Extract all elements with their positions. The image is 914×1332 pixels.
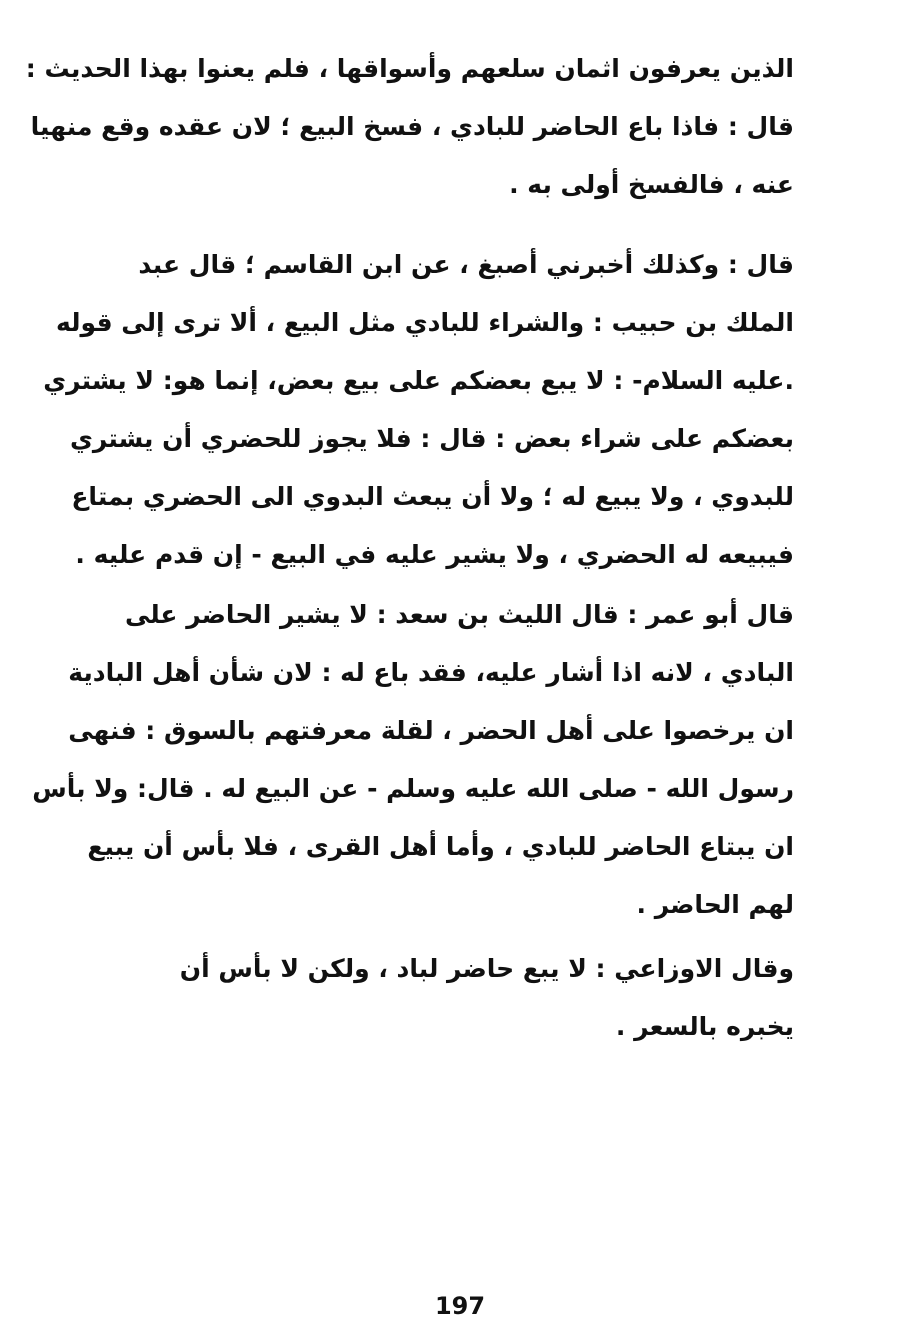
text-line: بعضكم على شراء بعض : قال : فلا يجوز للحضري أن يشتري	[69, 424, 794, 453]
text-line: الذين يعرفون اثمان سلعهم وأسواقها ، فلم يعنوا بهذا الحديث :	[25, 54, 794, 83]
paragraph-1	[25, 40, 794, 214]
text-line: يخبره بالسعر .	[615, 1012, 794, 1041]
text-line: قال : فاذا باع الحاضر للبادي ، فسخ البيع ؛ لان عقده وقع منهيا	[30, 112, 794, 141]
text-line: وقال الاوزاعي : لا يبع حاضر لباد ، ولكن لا بأس أن	[179, 954, 794, 983]
text-line: .عليه السلام- : لا يبع بعضكم على بيع بعض، إنما هو: لا يشتري	[43, 366, 794, 395]
text-line: ان يبتاع الحاضر للبادي ، وأما أهل القرى ، فلا بأس أن يبيع	[87, 832, 794, 861]
text-line: عنه ، فالفسخ أولى به .	[509, 170, 794, 199]
text-line: قال أبو عمر : قال الليث بن سعد : لا يشير الحاضر على	[124, 600, 794, 629]
text-line: ان يرخصوا على أهل الحضر ، لقلة معرفتهم بالسوق : فنهى	[68, 716, 794, 745]
text-line: البادي ، لانه اذا أشار عليه، فقد باع له : لان شأن أهل البادية	[68, 658, 794, 687]
text-line: قال : وكذلك أخبرني أصبغ ، عن ابن القاسم ؛ قال عبد	[138, 250, 794, 279]
text-line: للبدوي ، ولا يبيع له ؛ ولا أن يبعث البدوي الى الحضري بمتاع	[71, 482, 794, 511]
paragraph-4	[146, 940, 794, 1056]
text-line: لهم الحاضر .	[636, 890, 794, 919]
text-line: فيبيعه له الحضري ، ولا يشير عليه في البيع - إن قدم عليه .	[75, 540, 794, 569]
paragraph-3	[32, 586, 794, 934]
text-line: الملك بن حبيب : والشراء للبادي مثل البيع ، ألا ترى إلى قوله	[55, 308, 794, 337]
text-line: رسول الله - صلى الله عليه وسلم - عن البيع له . قال: ولا بأس	[32, 774, 794, 803]
paragraph-2	[43, 236, 794, 584]
page-number: 197	[434, 1292, 486, 1320]
